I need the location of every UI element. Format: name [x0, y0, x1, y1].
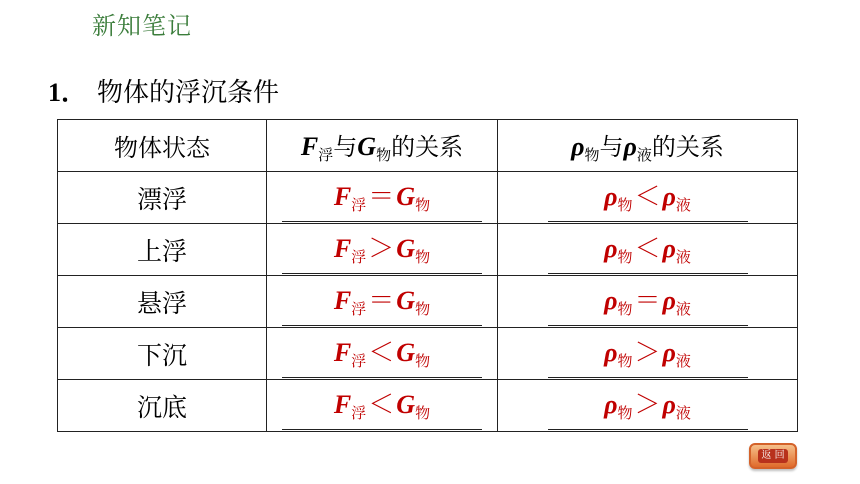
- force-f-sub: 浮: [351, 196, 367, 214]
- table-header-row: [58, 120, 798, 172]
- density-cell: [498, 380, 798, 432]
- density-rho1-sub: 物: [617, 404, 633, 422]
- force-cell: [267, 276, 498, 328]
- header-state: [58, 120, 267, 172]
- density-rho1-sub: 物: [617, 300, 633, 318]
- force-g-sub: 物: [415, 352, 431, 370]
- force-answer-blank: [282, 233, 482, 274]
- header-density-tail: 的关系: [651, 132, 724, 161]
- density-rho2-sub: 液: [675, 300, 691, 318]
- density-rho1-sub: 物: [617, 248, 633, 266]
- density-operator: ＜: [634, 182, 661, 212]
- state-cell: 漂浮: [58, 172, 267, 224]
- density-operator: ＞: [634, 390, 661, 420]
- force-f: F: [333, 182, 352, 211]
- density-cell: [498, 276, 798, 328]
- density-rho2: ρ: [662, 390, 676, 419]
- density-rho2-sub: 液: [675, 352, 691, 370]
- density-rho2-sub: 液: [675, 196, 691, 214]
- density-answer-blank: [548, 233, 748, 274]
- force-g-sub: 物: [415, 300, 431, 318]
- density-rho1-sub: 物: [617, 196, 633, 214]
- force-f-sub: 浮: [351, 248, 367, 266]
- force-cell: [267, 172, 498, 224]
- force-operator: ＞: [368, 234, 395, 264]
- force-f-sub: 浮: [351, 352, 367, 370]
- back-button[interactable]: [749, 443, 797, 469]
- force-operator: ＜: [368, 390, 395, 420]
- force-answer-blank: [282, 389, 482, 430]
- header-density-rho1: ρ: [571, 131, 585, 161]
- force-g-sub: 物: [415, 196, 431, 214]
- density-rho2-sub: 液: [675, 248, 691, 266]
- state-cell: 悬浮: [58, 276, 267, 328]
- header-density-mid: 与: [599, 132, 624, 161]
- force-f: F: [333, 390, 352, 419]
- header-force-g: G: [357, 131, 377, 161]
- table-row: [58, 328, 798, 380]
- conditions-table: [57, 119, 798, 432]
- table-row: [58, 276, 798, 328]
- header-density-rho1-sub: 物: [584, 145, 600, 164]
- section-title: [48, 72, 279, 109]
- density-rho1: ρ: [604, 390, 618, 419]
- force-g: G: [396, 338, 416, 367]
- force-answer-blank: [282, 181, 482, 222]
- force-operator: ＝: [368, 286, 395, 316]
- header-density-relation: [498, 120, 798, 172]
- table-row: [58, 380, 798, 432]
- density-operator: ＝: [634, 286, 661, 316]
- force-operator: ＝: [368, 182, 395, 212]
- header-force-f: F: [300, 131, 319, 161]
- force-g: G: [396, 286, 416, 315]
- header-force-relation: [267, 120, 498, 172]
- density-rho1: ρ: [604, 182, 618, 211]
- force-g: G: [396, 182, 416, 211]
- density-cell: [498, 172, 798, 224]
- density-answer-blank: [548, 181, 748, 222]
- force-cell: [267, 328, 498, 380]
- back-button-label: 返 回: [758, 449, 787, 463]
- state-cell: 下沉: [58, 328, 267, 380]
- header-force-mid: 与: [333, 132, 358, 161]
- force-f: F: [333, 234, 352, 263]
- table-row: [58, 172, 798, 224]
- density-rho1: ρ: [604, 286, 618, 315]
- header-state-label: 物体状态: [114, 134, 210, 162]
- force-cell: [267, 224, 498, 276]
- density-rho2: ρ: [662, 182, 676, 211]
- force-operator: ＜: [368, 338, 395, 368]
- density-cell: [498, 224, 798, 276]
- force-cell: [267, 380, 498, 432]
- density-operator: ＞: [634, 338, 661, 368]
- header-force-f-sub: 浮: [318, 145, 334, 164]
- header-force-g-sub: 物: [376, 145, 392, 164]
- force-answer-blank: [282, 285, 482, 326]
- density-rho1-sub: 物: [617, 352, 633, 370]
- force-g: G: [396, 390, 416, 419]
- force-g-sub: 物: [415, 248, 431, 266]
- force-f-sub: 浮: [351, 300, 367, 318]
- density-rho2: ρ: [662, 338, 676, 367]
- state-cell: 沉底: [58, 380, 267, 432]
- state-cell: 上浮: [58, 224, 267, 276]
- density-cell: [498, 328, 798, 380]
- density-rho2-sub: 液: [675, 404, 691, 422]
- density-rho2: ρ: [662, 234, 676, 263]
- section-number: 1．: [48, 78, 88, 107]
- section-title-text: 物体的浮沉条件: [97, 78, 280, 108]
- table-row: [58, 224, 798, 276]
- header-force-tail: 的关系: [391, 132, 464, 161]
- density-rho1: ρ: [604, 338, 618, 367]
- force-g-sub: 物: [415, 404, 431, 422]
- density-rho2: ρ: [662, 286, 676, 315]
- force-g: G: [396, 234, 416, 263]
- header-density-rho2-sub: 液: [636, 145, 652, 164]
- density-operator: ＜: [634, 234, 661, 264]
- density-rho1: ρ: [604, 234, 618, 263]
- header-density-rho2: ρ: [623, 131, 637, 161]
- density-answer-blank: [548, 337, 748, 378]
- force-f: F: [333, 286, 352, 315]
- header-title: 新知笔记: [92, 12, 192, 40]
- force-answer-blank: [282, 337, 482, 378]
- density-answer-blank: [548, 389, 748, 430]
- density-answer-blank: [548, 285, 748, 326]
- force-f: F: [333, 338, 352, 367]
- force-f-sub: 浮: [351, 404, 367, 422]
